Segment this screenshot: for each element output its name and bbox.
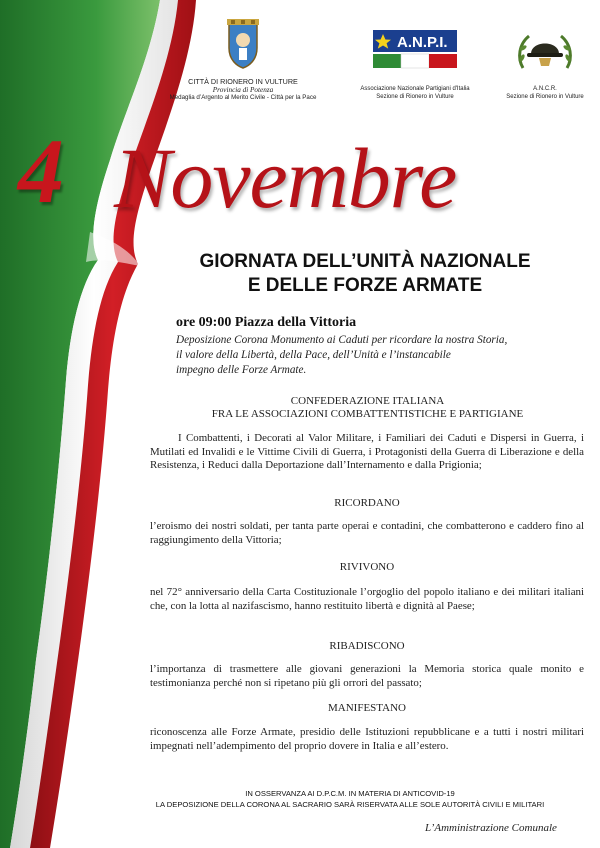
event-description	[176, 333, 576, 378]
notice-line2: LA DEPOSIZIONE DELLA CORONA AL SACRARIO SARÀ RISERVATA ALLE SOLE AUTORITÀ CIVILI E MILITARI	[155, 800, 545, 809]
event-desc-line2: il valore della Libertà, della Pace, dell’Unità e l’instancabile	[176, 349, 451, 361]
paragraph-ribadiscono: l’importanza di trasmettere alle giovani generazioni la Memoria storica quale monito e testimonianza perché non si ripetano più gli orrori del passato;	[150, 663, 584, 689]
ancr-logo-block	[500, 28, 590, 101]
ancr-name: A.N.C.R.	[533, 86, 557, 92]
title-day: 4	[18, 120, 64, 222]
confederation-line2: FRA LE ASSOCIAZIONI COMBATTENTISTICHE E PARTIGIANE	[211, 408, 524, 420]
paragraph-manifestano: riconoscenza alle Forze Armate, presidio delle Istituzioni repubblicane e a tutti i nostri militari impegnati nell’adempimento del proprio dovere in Italia e all’estero.	[150, 726, 584, 752]
anpi-name: Associazione Nazionale Partigiani d'Italia	[360, 86, 470, 92]
confederation-line1: CONFEDERAZIONE ITALIANA	[290, 395, 445, 407]
comune-name: CITTÀ DI RIONERO IN VULTURE	[188, 77, 298, 86]
anpi-logo-text: A.N.P.I.	[397, 34, 448, 51]
event-time-place: ore 09:00 Piazza della Vittoria	[176, 315, 357, 330]
heading-ricordano: RICORDANO	[334, 497, 400, 509]
coat-of-arms-icon	[223, 18, 263, 70]
heading-manifestano: MANIFESTANO	[328, 702, 406, 714]
subtitle-line1: GIORNATA DELL’UNITÀ NAZIONALE	[199, 251, 531, 272]
covid-notice	[110, 788, 590, 810]
comune-medal: Medaglia d’Argento al Merito Civile - Città per la Pace	[169, 94, 317, 101]
anpi-logo-block	[360, 30, 470, 101]
event-desc-line3: impegno delle Forze Armate.	[176, 364, 307, 376]
title-month: Novembre	[114, 130, 457, 226]
event-subtitle	[150, 250, 580, 298]
heading-ribadiscono: RIBADISCONO	[329, 640, 405, 652]
anpi-section: Sezione di Rionero in Vulture	[376, 94, 454, 100]
notice-line1: IN OSSERVANZA AI D.P.C.M. IN MATERIA DI ANTICOVID-19	[245, 789, 455, 798]
body-intro: I Combattenti, i Decorati al Valor Militare, i Familiari dei Caduti e Dispersi in Guerra, i Mutilati ed Invalidi e le Vittime Civili di Guerra, i Protagonisti della Guerra di Liberazione e della Resistenza, i Reduci dalla Deportazione dall’Internamento e dalla Prigionia;	[150, 432, 584, 472]
subtitle-line2: E DELLE FORZE ARMATE	[247, 275, 483, 296]
main-title	[18, 122, 593, 232]
paragraph-rivivono: nel 72° anniversario della Carta Costituzionale l’orgoglio del popolo italiano e dei militari italiani che, con la lotta al nazifascismo, hanno restituito libertà e dignità al Paese;	[150, 586, 584, 612]
comune-logo-block	[169, 18, 317, 102]
paragraph-ricordano: l’eroismo dei nostri soldati, per tanta parte operai e contadini, che combatterono e caddero fino al raggiungimento della Vittoria;	[150, 520, 584, 546]
signature: L’Amministrazione Comunale	[425, 822, 557, 834]
anpi-flag-logo-icon	[373, 30, 457, 70]
helmet-wreath-icon	[515, 28, 575, 72]
ancr-section: Sezione di Rionero in Vulture	[506, 94, 584, 100]
confederation-heading	[150, 395, 585, 421]
event-desc-line1: Deposizione Corona Monumento ai Caduti per ricordare la nostra Storia,	[176, 334, 508, 346]
heading-rivivono: RIVIVONO	[339, 561, 395, 573]
comune-province: Provincia di Potenza	[212, 86, 274, 94]
